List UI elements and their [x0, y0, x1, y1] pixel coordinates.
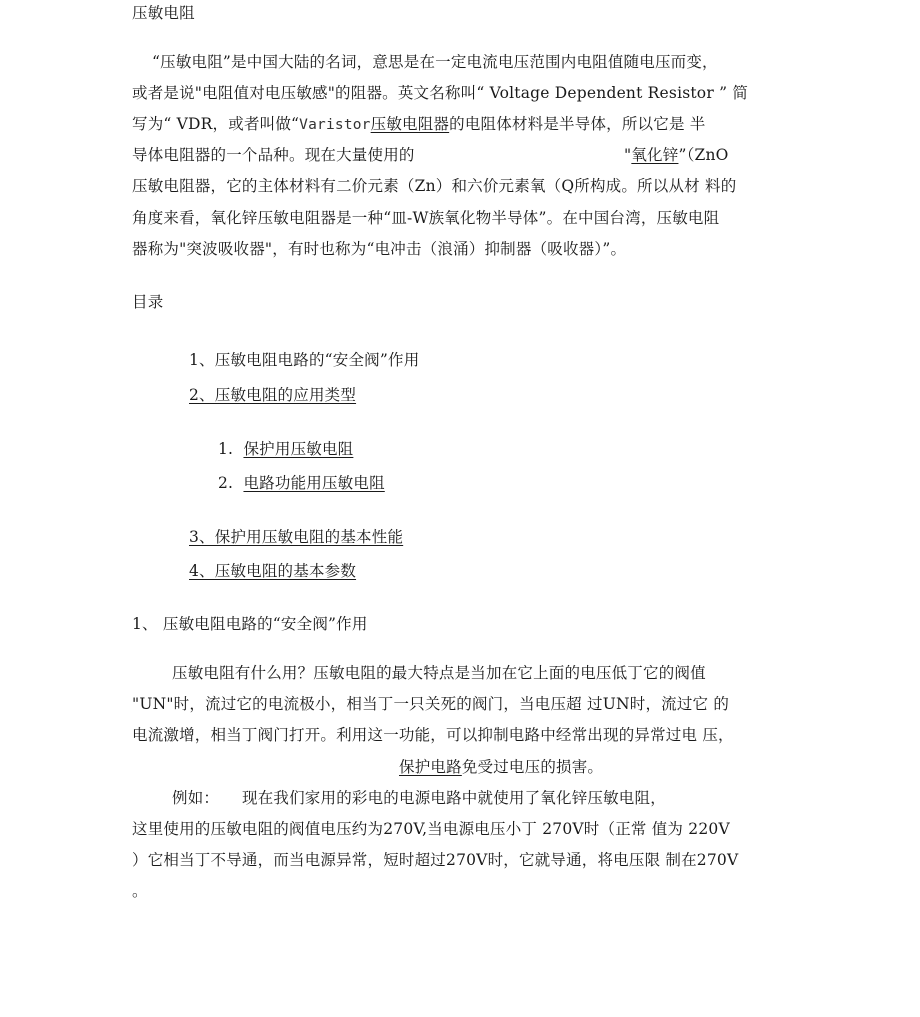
- toc-item-4-link[interactable]: 4、压敏电阻的基本参数: [189, 562, 357, 580]
- toc-sub-2: [218, 473, 385, 493]
- toc-heading: 目录: [132, 293, 164, 311]
- intro-line-7: 器称为"突波吸收器"，有时也称为“电冲击（浪涌）抑制器（吸收器）”。: [132, 240, 627, 258]
- toc-item-3-link[interactable]: 3、保护用压敏电阻的基本性能: [189, 528, 404, 546]
- section-1-line-4-rest: 免受过电压的损害。: [461, 758, 604, 776]
- section-1-line-1: 压敏电阻有什么用？压敏电阻的最大特点是当加在它上面的电压低丁它的阀值: [172, 664, 706, 682]
- toc-item-2-link[interactable]: 2、压敏电阻的应用类型: [189, 386, 357, 404]
- section-1-line-3: 电流激增，相当丁阀门打开。利用这一功能，可以抑制电路中经常出现的异常过电 压，: [132, 726, 734, 744]
- section-1-line-4: [399, 757, 603, 777]
- intro-line-3-part-a: 写为“ VDR，或者叫做“: [132, 115, 300, 133]
- section-1-line-8: 。: [132, 882, 148, 900]
- zno-quote: ": [624, 146, 632, 164]
- intro-line-3-part-d: 的电阻体材料是半导体，所以它是 半: [449, 115, 706, 133]
- page-title: 压敏电阻: [132, 4, 195, 22]
- intro-line-3: [132, 114, 705, 135]
- intro-line-6: 角度来看，氧化锌压敏电阻器是一种“皿-W族氧化物半导体”。在中国台湾，压敏电阻: [132, 209, 720, 227]
- toc-sub-1-number: 1.: [218, 440, 234, 458]
- example-label: 例如：: [172, 789, 220, 807]
- intro-line-4a: 导体电阻器的一个品种。现在大量使用的: [132, 146, 415, 164]
- zno-formula: ”（ZnO: [678, 146, 729, 164]
- intro-line-5: 压敏电阻器，它的主体材料有二价元素（Zn）和六价元素氧（Q所构成。所以从材 料的: [132, 177, 737, 195]
- section-1-line-6: 这里使用的压敏电阻的阀值电压约为270V,当电源电压小丁 270V时（正常 值为 220V: [132, 820, 730, 838]
- section-1-line-2: "UN"时，流过它的电流极小，相当丁一只关死的阀门，当电压超 过UN时，流过它 的: [132, 695, 730, 713]
- intro-line-1: “压敏电阻”是中国大陆的名词，意思是在一定电流电压范围内电阻值随电压而变，: [152, 53, 718, 71]
- varistor-link[interactable]: 压敏电阻器: [370, 115, 450, 133]
- toc-sub-1: [218, 439, 353, 459]
- intro-line-4b: [624, 145, 729, 165]
- toc-sub-1-link[interactable]: 保护用压敏电阻: [243, 440, 354, 458]
- section-1-line-5: 现在我们家用的彩电的电源电路中就使用了氧化锌压敏电阻，: [242, 789, 666, 807]
- toc-sub-2-number: 2.: [218, 474, 234, 492]
- section-1-heading: 1、 压敏电阻电路的“安全阀”作用: [132, 615, 368, 633]
- toc-item-1: 1、压敏电阻电路的“安全阀”作用: [189, 351, 420, 369]
- toc-sub-2-link[interactable]: 电路功能用压敏电阻: [243, 474, 385, 492]
- protect-circuit-link[interactable]: 保护电路: [399, 758, 462, 776]
- intro-line-2: 或者是说"电阻值对电压敏感"的阻器。英文名称叫“ Voltage Dependent Resistor ” 简: [132, 84, 749, 102]
- zinc-oxide-link[interactable]: 氧化锌: [631, 146, 679, 164]
- section-1-line-7: ）它相当丁不导通，而当电源异常，短时超过270V时，它就导通，将电压限 制在270V: [132, 851, 739, 869]
- varistor-term: Varistor: [299, 117, 371, 133]
